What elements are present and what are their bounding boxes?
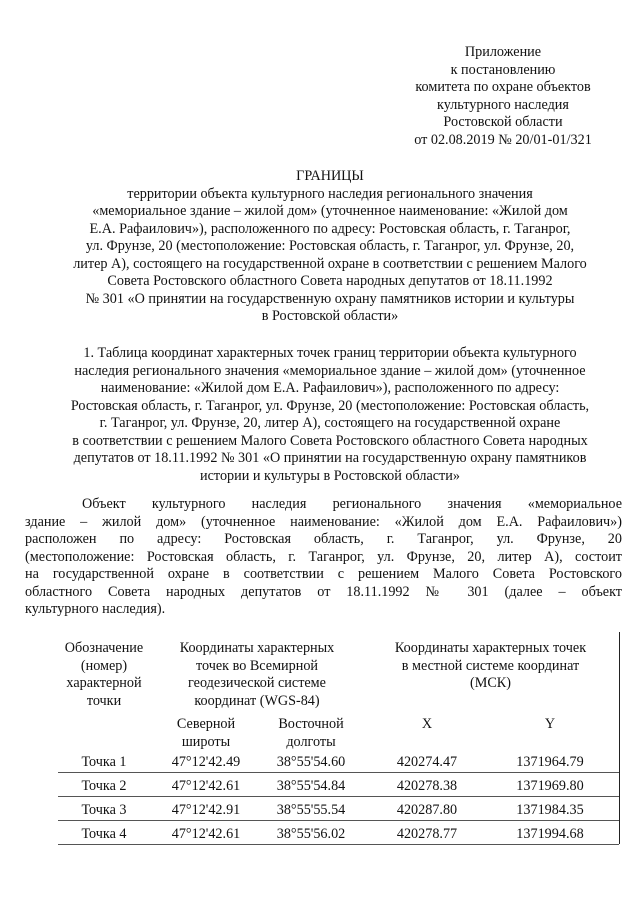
table-cell-lat: 47°12'42.49: [171, 754, 241, 770]
paragraph-line: расположен по адресу: Ростовская область, г. Таганрог, ул. Фрунзе, 20: [25, 531, 622, 547]
header-designation: [58, 640, 150, 710]
appendix-block: [384, 44, 622, 149]
title-line: Совета Ростовского областного Совета народных депутатов от 18.11.1992: [107, 273, 553, 289]
table-cell-x: 420287.80: [396, 802, 458, 818]
header-text: Северной: [176, 716, 236, 732]
header-text: Координаты характерных: [179, 640, 335, 656]
section-line: истории и культуры в Ростовской области»: [200, 467, 460, 484]
table-cell-name: Точка 2: [81, 778, 127, 794]
section-line: Ростовская область, г. Таганрог, ул. Фрунзе, 20 (местоположение: Ростовская область,: [70, 397, 590, 414]
subheader-longitude: [260, 716, 362, 751]
row-divider: [58, 844, 619, 845]
header-text: координат (WGS-84): [194, 692, 320, 709]
header-text: точек во Всемирной: [195, 657, 319, 674]
section-line: наследия регионального значения «мемориальное здание – жилой дом» (уточненное: [74, 362, 586, 379]
table-cell-y: 1371994.68: [516, 826, 584, 842]
title-line: территории объекта культурного наследия регионального значения: [127, 185, 533, 202]
table-cell-lon: 38°55'54.84: [276, 778, 346, 794]
appendix-line: комитета по охране объектов: [415, 79, 591, 95]
row-divider: [58, 772, 619, 773]
table-cell-y: 1371969.80: [516, 778, 584, 794]
table-cell-lat: 47°12'42.61: [171, 826, 241, 842]
section-line: 1. Таблица координат характерных точек границ территории объекта культурного: [83, 345, 577, 361]
header-wgs: [152, 640, 362, 710]
header-text: геодезической системе: [188, 675, 326, 691]
header-text: (номер): [80, 657, 128, 674]
section-line: г. Таганрог, ул. Фрунзе, 20, литер А), состоящего на государственной охране: [99, 415, 561, 431]
table-cell-x: 420278.77: [396, 826, 458, 842]
document-title: [40, 168, 620, 326]
header-text: в местной системе координат: [401, 657, 580, 674]
body-paragraph: [25, 496, 622, 619]
table-cell-lon: 38°55'55.54: [276, 802, 346, 818]
header-text: Восточной: [278, 716, 344, 732]
title-line: ул. Фрунзе, 20 (местоположение: Ростовская область, г. Таганрог, ул. Фрунзе, 20,: [85, 238, 575, 254]
table-cell-y: 1371984.35: [516, 802, 584, 818]
subheader-y: Y: [544, 716, 556, 732]
title-line: «мемориальное здание – жилой дом» (уточненное наименование: «Жилой дом: [92, 203, 568, 219]
section-line: в соответствии с решением Малого Совета Ростовского областного Совета народных: [72, 432, 588, 449]
header-text: (МСК): [470, 675, 511, 691]
paragraph-line: областного Совета народных депутатов от 18.11.1992 № 301 (далее – объект: [25, 583, 622, 600]
subheader-x: X: [421, 716, 433, 732]
title-heading: ГРАНИЦЫ: [296, 168, 364, 184]
paragraph-line: здание – жилой дом» (уточненное наименование: «Жилой дом Е.А. Рафаилович»): [25, 513, 622, 530]
header-text: точки: [86, 692, 122, 709]
header-msk: [368, 640, 613, 693]
row-divider: [58, 820, 619, 821]
row-divider: [58, 796, 619, 797]
section-line: наименование: «Жилой дом Е.А. Рафаилович»), расположенного по адресу:: [100, 380, 560, 396]
appendix-line: к постановлению: [450, 61, 556, 78]
paragraph-line: культурного наследия).: [25, 601, 166, 617]
table-cell-lon: 38°55'54.60: [276, 754, 346, 770]
table-cell-name: Точка 4: [81, 826, 127, 842]
paragraph-line: Объект культурного наследия регионального значения «мемориальное: [82, 496, 622, 512]
paragraph-line: на государственной охране в соответствии с решением Малого Совета Ростовского: [25, 566, 622, 582]
title-line: № 301 «О принятии на государственную охрану памятников истории и культуры: [85, 290, 575, 307]
table-cell-lat: 47°12'42.61: [171, 778, 241, 794]
header-text: характерной: [66, 675, 142, 691]
appendix-line: Приложение: [464, 44, 542, 60]
section-line: депутатов от 18.11.1992 № 301 «О принятии на государственную охрану памятников: [73, 450, 587, 466]
appendix-line: Ростовской области: [443, 114, 563, 130]
title-line: в Ростовской области»: [261, 308, 399, 324]
section-title: [40, 345, 620, 485]
header-text: широты: [181, 733, 231, 750]
header-text: долготы: [286, 733, 336, 750]
table-border: [619, 632, 620, 844]
table-cell-name: Точка 1: [81, 754, 127, 770]
appendix-line: культурного наследия: [437, 96, 569, 113]
header-text: Обозначение: [64, 640, 144, 656]
appendix-line: от 02.08.2019 № 20/01-01/321: [414, 131, 592, 148]
table-cell-name: Точка 3: [81, 802, 127, 818]
title-line: Е.А. Рафаилович»), расположенного по адресу: Ростовская область, г. Таганрог,: [89, 220, 571, 237]
table-cell-lon: 38°55'56.02: [276, 826, 346, 842]
table-cell-y: 1371964.79: [516, 754, 584, 770]
header-text: Координаты характерных точек: [394, 640, 587, 656]
table-cell-x: 420274.47: [396, 754, 458, 770]
paragraph-line: (местоположение: Ростовская область, г. Таганрог, ул. Фрунзе, 20, литер А), состоит: [25, 548, 622, 565]
table-cell-lat: 47°12'42.91: [171, 802, 241, 818]
title-line: литер А), состоящего на государственной охране в соответствии с решением Малого: [73, 255, 587, 272]
subheader-latitude: [152, 716, 260, 751]
table-cell-x: 420278.38: [396, 778, 458, 794]
